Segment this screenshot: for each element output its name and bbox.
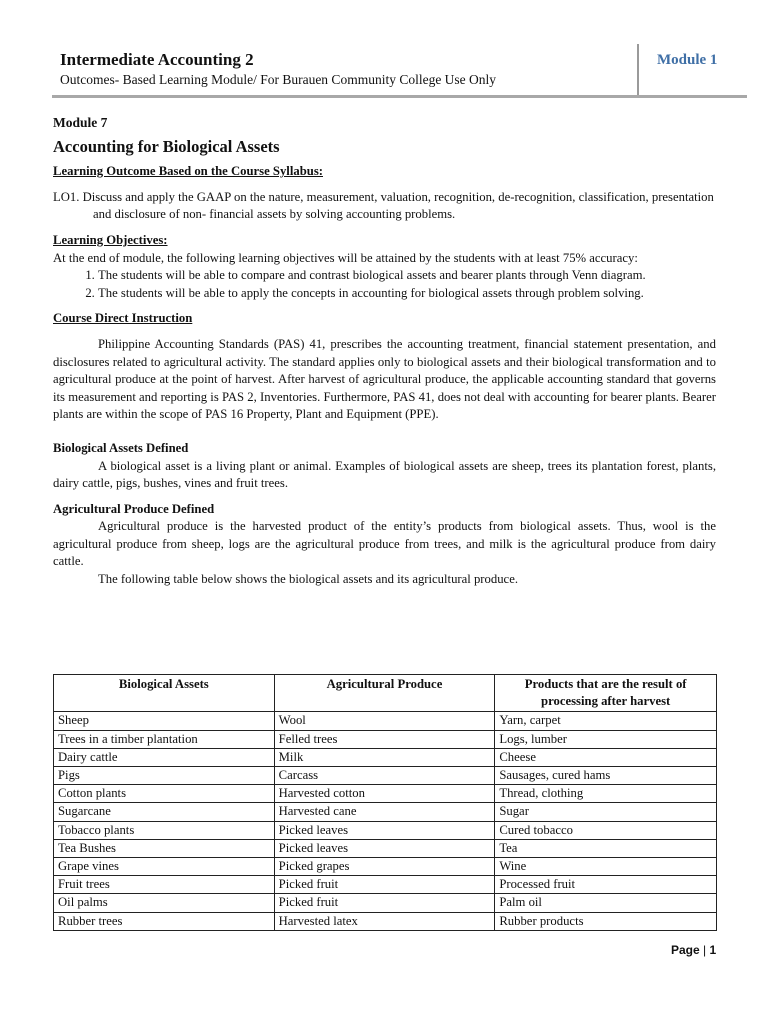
table-cell: Cured tobacco — [495, 821, 717, 839]
table-row — [54, 894, 717, 912]
table-cell: Carcass — [274, 767, 495, 785]
table-cell: Sugar — [495, 803, 717, 821]
table-cell: Processed fruit — [495, 876, 717, 894]
course-instruction-heading: Course Direct Instruction — [53, 311, 193, 326]
column-header: Products that are the result of processing after harvest — [495, 675, 717, 712]
table-cell: Picked fruit — [274, 894, 495, 912]
table-cell: Fruit trees — [54, 876, 275, 894]
learning-outcome-heading: Learning Outcome Based on the Course Syllabus: — [53, 164, 323, 179]
table-cell: Tobacco plants — [54, 821, 275, 839]
table-cell: Dairy cattle — [54, 748, 275, 766]
table-cell: Tea Bushes — [54, 839, 275, 857]
learning-objectives-intro: At the end of module, the following learning objectives will be attained by the students with at least 75% accuracy: — [53, 250, 638, 265]
table-row — [54, 785, 717, 803]
table-intro: The following table below shows the biological assets and its agricultural produce. — [98, 572, 518, 587]
table-cell: Sheep — [54, 712, 275, 730]
table-row — [54, 876, 717, 894]
table-cell: Trees in a timber plantation — [54, 730, 275, 748]
module-label: Module 7 — [53, 115, 108, 130]
table-cell: Cheese — [495, 748, 717, 766]
agricultural-produce-text: Agricultural produce is the harvested product of the entity’s products from biological assets. Thus, wool is the agricultural produce from sheep, logs are the agricultural produce from trees, and milk is the agricultural produce from dairy cattle. — [53, 519, 716, 569]
table-cell: Palm oil — [495, 894, 717, 912]
table-cell: Cotton plants — [54, 785, 275, 803]
table-row — [54, 712, 717, 730]
table-row — [54, 858, 717, 876]
learning-objectives-list — [53, 267, 716, 302]
table-cell: Harvested latex — [274, 912, 495, 930]
table-cell: Picked leaves — [274, 821, 495, 839]
page-separator: | — [703, 943, 707, 957]
table-cell: Pigs — [54, 767, 275, 785]
table-row — [54, 803, 717, 821]
table-cell: Picked grapes — [274, 858, 495, 876]
page-footer — [671, 943, 716, 957]
table-cell: Harvested cane — [274, 803, 495, 821]
table-cell: Grape vines — [54, 858, 275, 876]
table-row — [54, 821, 717, 839]
table-row — [54, 767, 717, 785]
table-cell: Picked leaves — [274, 839, 495, 857]
list-item: 2. The students will be able to apply the concepts in accounting for biological assets through problem solving. — [98, 285, 716, 303]
page-number: 1 — [709, 943, 717, 957]
table-cell: Harvested cotton — [274, 785, 495, 803]
table-cell: Sugarcane — [54, 803, 275, 821]
learning-objectives-heading: Learning Objectives: — [53, 232, 168, 247]
table-cell: Oil palms — [54, 894, 275, 912]
table-cell: Sausages, cured hams — [495, 767, 717, 785]
table-cell: Logs, lumber — [495, 730, 717, 748]
header-subtitle: Outcomes- Based Learning Module/ For Burauen Community College Use Only — [60, 72, 497, 87]
column-header: Agricultural Produce — [274, 675, 495, 712]
table-cell: Rubber trees — [54, 912, 275, 930]
table-row — [54, 839, 717, 857]
column-header: Biological Assets — [54, 675, 275, 712]
document-body — [53, 114, 716, 589]
table-header-row — [54, 675, 717, 712]
table-row — [54, 912, 717, 930]
table-cell: Thread, clothing — [495, 785, 717, 803]
header-rule — [52, 95, 747, 98]
table-cell: Yarn, carpet — [495, 712, 717, 730]
table-row — [54, 748, 717, 766]
table-cell: Milk — [274, 748, 495, 766]
page-label: Page — [671, 943, 700, 957]
biological-assets-heading: Biological Assets Defined — [53, 440, 189, 455]
learning-outcome-text: LO1. Discuss and apply the GAAP on the nature, measurement, valuation, recognition, de-recognition, classification, presentation and disclosure of non- financial assets by solving accounting problems. — [53, 189, 714, 222]
header-module-label: Module 1 — [657, 52, 718, 68]
table-cell: Tea — [495, 839, 717, 857]
header-divider — [637, 44, 639, 96]
table-cell: Picked fruit — [274, 876, 495, 894]
biological-assets-table — [53, 674, 717, 931]
header-title: Intermediate Accounting 2 — [60, 50, 254, 69]
table-cell: Wine — [495, 858, 717, 876]
table-cell: Rubber products — [495, 912, 717, 930]
biological-assets-text: A biological asset is a living plant or animal. Examples of biological assets are sheep, trees its plantation forest, plants, dairy cattle, pigs, bushes, vines and fruit trees. — [53, 458, 716, 491]
list-item: 1. The students will be able to compare and contrast biological assets and bearer plants through Venn diagram. — [98, 267, 716, 285]
table-cell: Wool — [274, 712, 495, 730]
course-instruction-text: Philippine Accounting Standards (PAS) 41, prescribes the accounting treatment, financial statement presentation, and disclosures related to agricultural activity. The standard applies only to biological assets and their biological transformation and to agricultural produce at the point of harvest. After harvest of agricultural produce, the applicable accounting standard that governs its measurement and reporting is PAS 2, Inventories. Furthermore, PAS 41, does not deal with accounting for bearer plants. Bearer plants are within the scope of PAS 16 Property, Plant and Equipment (PPE). — [53, 336, 716, 422]
agricultural-produce-heading: Agricultural Produce Defined — [53, 501, 215, 516]
table-row — [54, 730, 717, 748]
table-cell: Felled trees — [274, 730, 495, 748]
page-title: Accounting for Biological Assets — [53, 136, 280, 156]
